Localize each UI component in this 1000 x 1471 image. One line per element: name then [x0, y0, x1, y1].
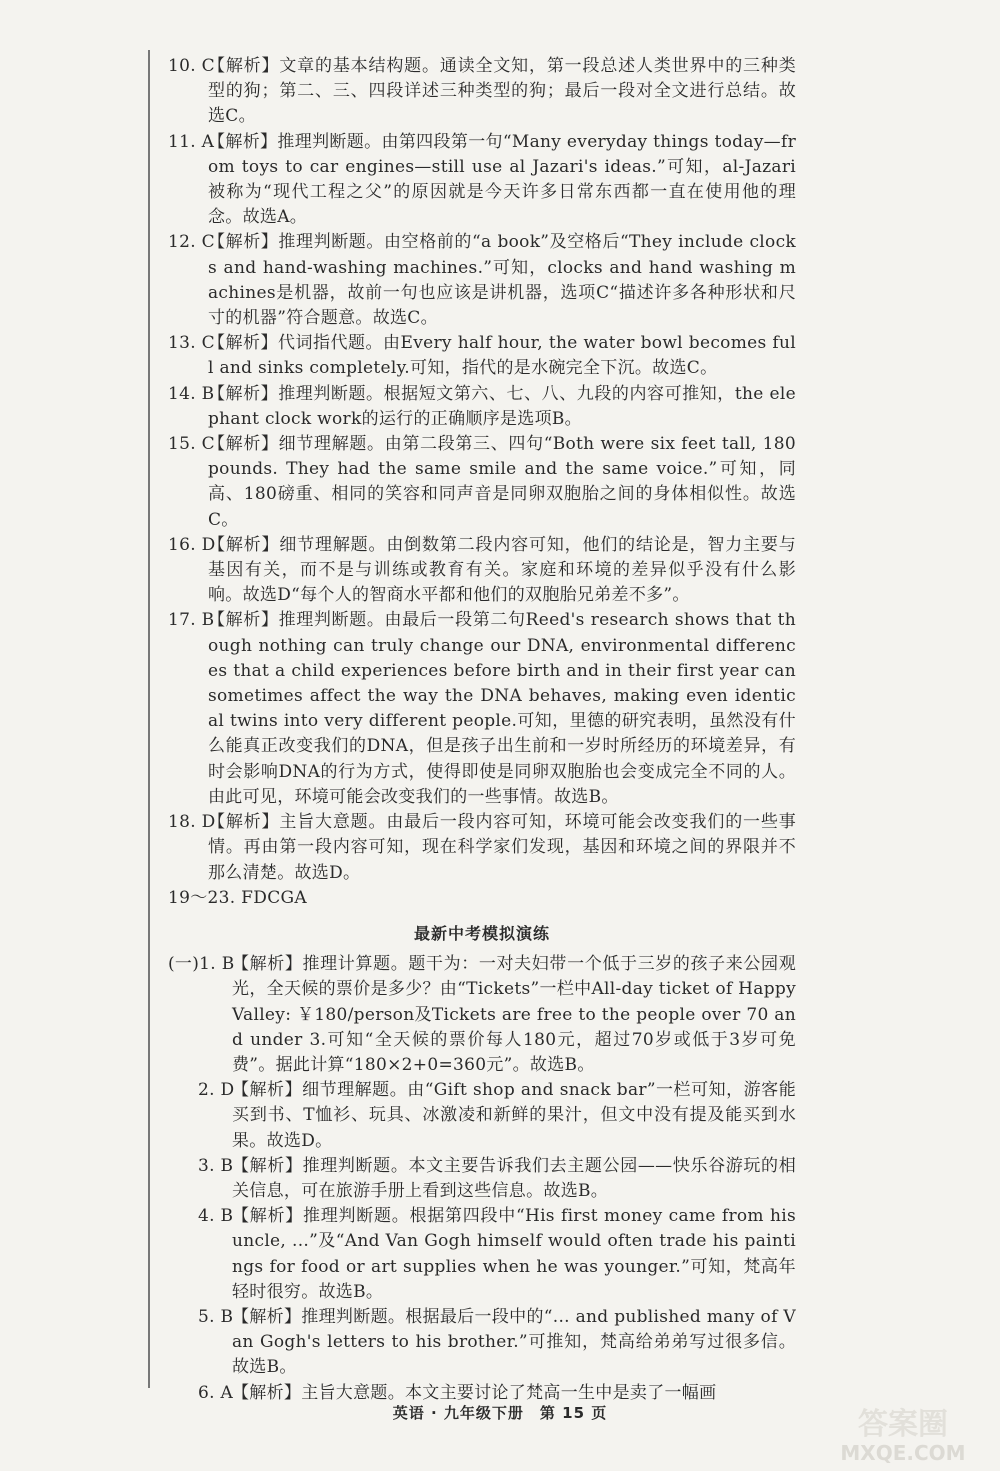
answer-list-bottom: [168, 952, 796, 1406]
answer-explanation: 【解析】细节理解题。由倒数第二段内容可知，他们的结论是，智力主要与基因有关，而不是与训练或教育有关。家庭和环境的差异似乎没有什么影响。故选D“每个人的智商水平都和他们的双胞胎兄弟差不多”。: [208, 534, 796, 606]
answer-item: [168, 382, 796, 432]
answer-number: 4. B: [198, 1206, 234, 1227]
answer-explanation: 【解析】推理判断题。由第四段第一句“Many everyday things today—from toys to car engines—still use al Jazari's ideas.”可知，al-Jazari被称为“现代工程之父”的原因就是今天许多日常东西都一直在使用他的理念。故选A。: [208, 131, 796, 228]
answer-item: [168, 1305, 796, 1381]
answer-explanation: 【解析】推理判断题。本文主要告诉我们去主题公园——快乐谷游玩的相关信息，可在旅游手册上看到这些信息。故选B。: [232, 1155, 796, 1201]
answer-number: 11. A: [168, 131, 215, 152]
answer-explanation: 【解析】细节理解题。由“Gift shop and snack bar”一栏可知，游客能买到书、T恤衫、玩具、冰激凌和新鲜的果汁，但文中没有提及能买到水果。故选D。: [232, 1080, 796, 1151]
answer-explanation: 【解析】推理计算题。题干为：一对夫妇带一个低于三岁的孩子来公园观光，全天候的票价是多少？由“Tickets”一栏中All-day ticket of Happy Valley: ￥180/person及Tickets are free to the people over 70 and under 3.可知“全天候的票价每人180元，超过70岁或低于3岁可免费”。据此计算“180×2+0=360元”。故选B。: [232, 954, 796, 1075]
answer-number: 3. B: [198, 1155, 234, 1176]
answer-item: [168, 230, 796, 331]
answer-explanation: 【解析】代词指代题。由Every half hour, the water bowl becomes full and sinks completely.可知，指代的是水碗完全下沉。故选C。: [208, 333, 796, 379]
answer-item: [168, 810, 796, 886]
section-title: 最新中考模拟演练: [413, 923, 550, 943]
answer-explanation: 【解析】推理判断题。根据短文第六、七、八、九段的内容可推知，the elephant clock work的运行的正确顺序是选项B。: [208, 383, 796, 429]
answer-item: [168, 952, 796, 1078]
answer-explanation: 【解析】文章的基本结构题。通读全文知，第一段总述人类世界中的三种类型的狗；第二、三、四段详述三种类型的狗；最后一段对全文进行总结。故选C。: [208, 56, 796, 127]
answer-explanation: 【解析】推理判断题。根据第四段中“His first money came from his uncle, ...”及“And Van Gogh himself would often trade his paintings for food or art supplies when he was younger.”可知，梵高年轻时很穷。故选B。: [232, 1206, 796, 1302]
answer-item: [168, 54, 796, 130]
page-footer: 英语 · 九年级下册 第 15 页: [392, 1404, 608, 1422]
answer-item: [168, 1154, 796, 1204]
answer-number: 2. D: [198, 1080, 235, 1101]
answer-item: [168, 1078, 796, 1154]
answer-item: [168, 331, 796, 381]
watermark-url: MXQE.COM: [840, 1441, 966, 1464]
answer-explanation: 【解析】主旨大意题。由最后一段内容可知，环境可能会改变我们的一些事情。再由第一段内容可知，现在科学家们发现，基因和环境之间的界限并不那么清楚。故选D。: [208, 812, 796, 883]
watermark-icon: [818, 1400, 988, 1464]
watermark-logo-text: 答案圈: [858, 1407, 948, 1442]
answer-range-line: 19～23. FDCGA: [168, 887, 307, 908]
answer-number: 6. A: [198, 1382, 234, 1403]
answer-item: [168, 130, 796, 231]
answer-item: [168, 432, 796, 533]
answer-content: [168, 54, 796, 1406]
answer-number: 5. B: [198, 1306, 234, 1327]
answer-number: 10. C: [168, 56, 215, 76]
answer-number: 14. B: [168, 383, 215, 404]
answer-explanation: 【解析】细节理解题。由第二段第三、四句“Both were six feet tall, 180 pounds. They had the same smile and the same voice.”可知，同高、180磅重、相同的笑容和同声音是同卵双胞胎之间的身体相似性。故选C。: [208, 434, 796, 530]
answer-item: [168, 1204, 796, 1305]
answer-number: 15. C: [168, 434, 215, 455]
answer-number: 16. D: [168, 534, 216, 555]
answer-explanation: 【解析】主旨大意题。本文主要讨论了梵高一生中是卖了一幅画: [232, 1382, 717, 1403]
answer-explanation: 【解析】推理判断题。根据最后一段中的“... and published many of Van Gogh's letters to his brother.”可推知，梵高给弟弟写过很多信。故选B。: [232, 1306, 796, 1378]
answer-explanation: 【解析】推理判断题。由空格前的“a book”及空格后“They include clocks and hand-washing machines.”可知，clocks and hand washing machines是机器，故前一句也应该是讲机器，选项C“描述许多各种形状和尺寸的机器”符合题意。故选C。: [208, 232, 796, 329]
answer-item: [168, 533, 796, 609]
answer-number: 17. B: [168, 610, 215, 631]
answer-number: (一)1. B: [168, 954, 235, 975]
answer-number: 12. C: [168, 232, 215, 253]
answer-number: 18. D: [168, 812, 216, 833]
answer-item: [168, 608, 796, 810]
answer-explanation: 【解析】推理判断题。由最后一段第二句Reed's research shows that though nothing can truly change our DNA, environmental differences that a child experiences before birth and in their first year can sometimes affect the way the DNA behaves, making even identical twins into very different people.可知，里德的研究表明，虽然没有什么能真正改变我们的DNA，但是孩子出生前和一岁时所经历的环境差异，有时会影响DNA的行为方式，使得即使是同卵双胞胎也会变成完全不同的人。由此可见，环境可能会改变我们的一些事情。故选B。: [208, 610, 796, 807]
answer-list-top: [168, 54, 796, 886]
watermark-logo: [818, 1400, 988, 1464]
left-margin-rule: [148, 50, 150, 1388]
answer-number: 13. C: [168, 333, 215, 354]
